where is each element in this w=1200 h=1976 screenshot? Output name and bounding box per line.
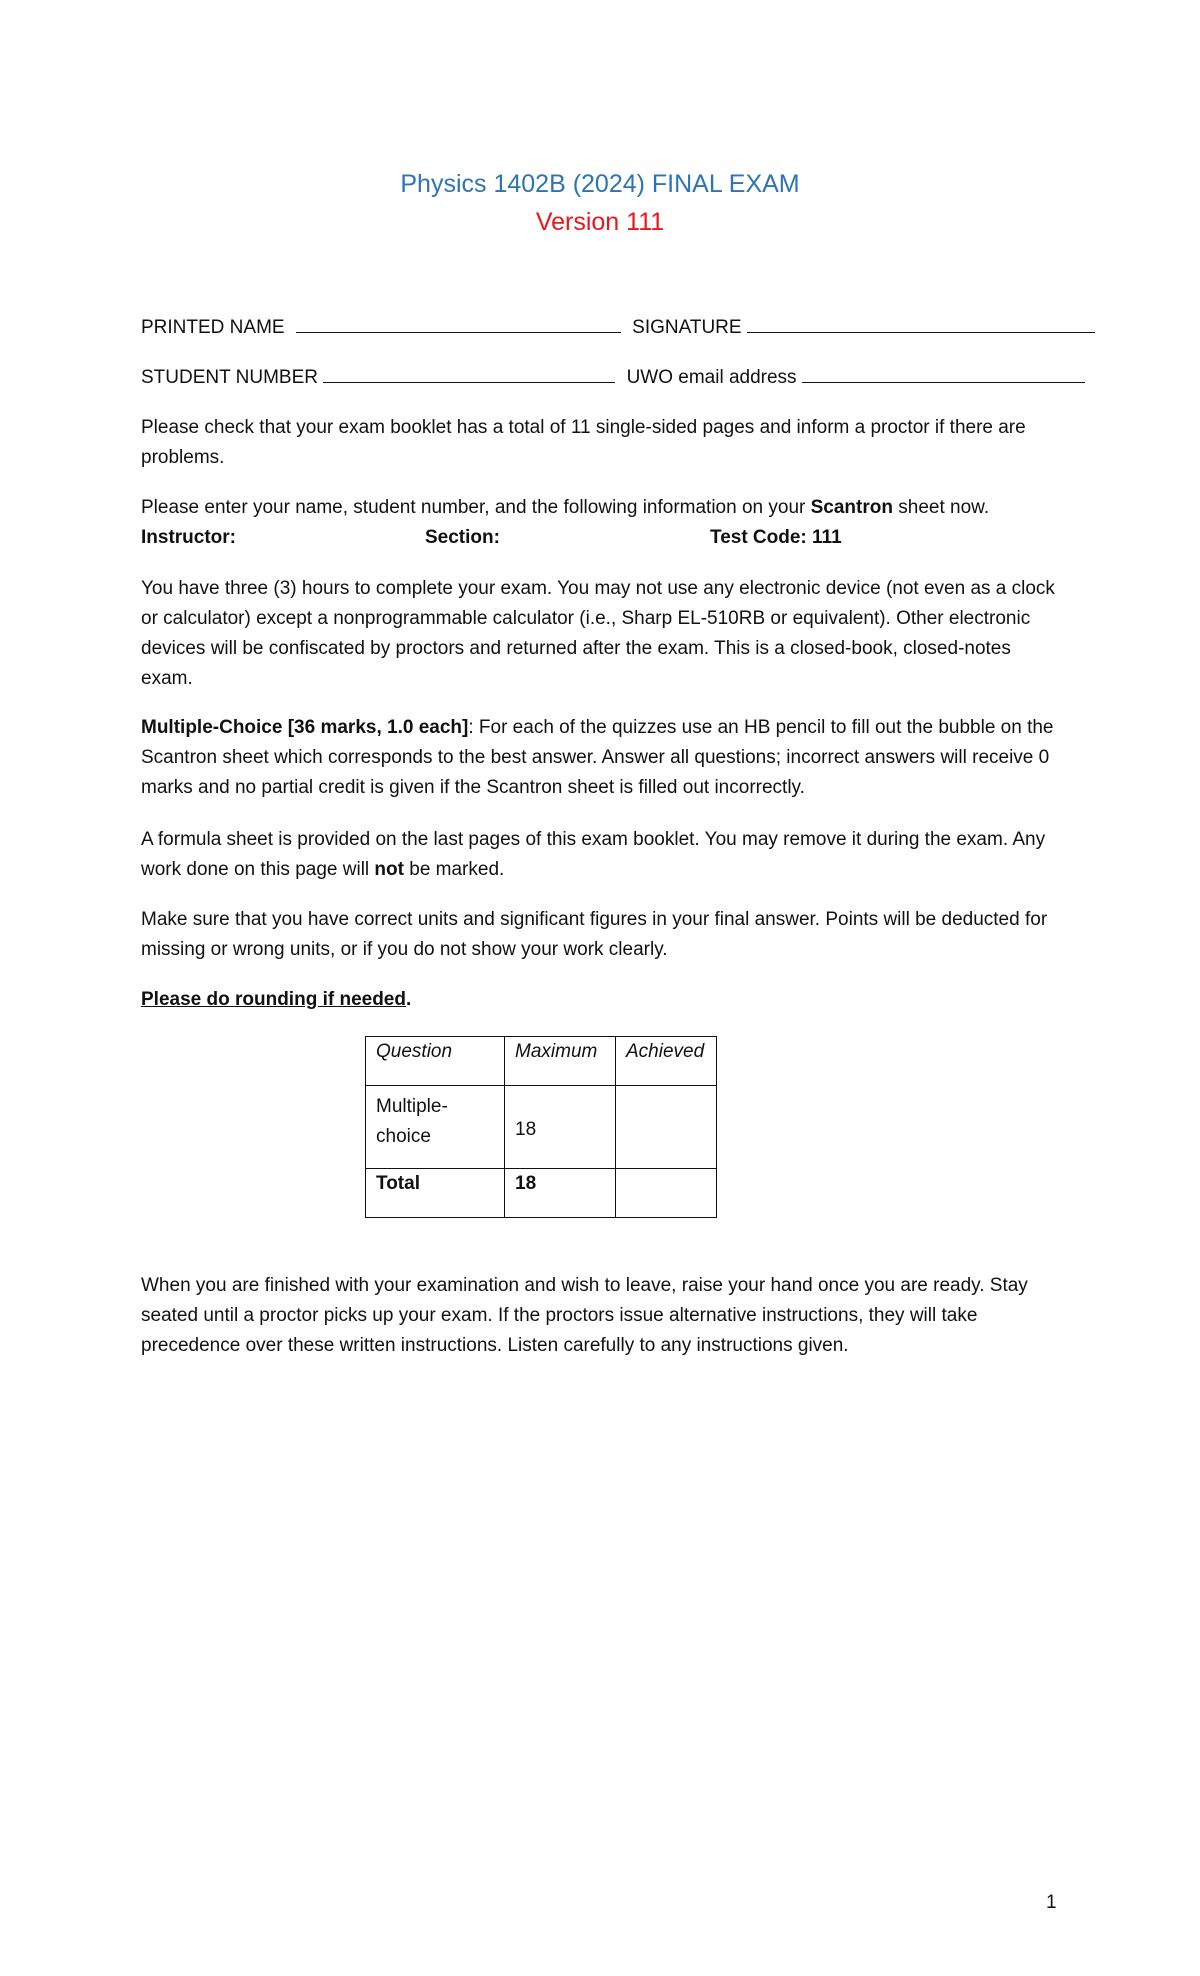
- multiple-choice-paragraph: [141, 713, 1066, 803]
- mc-text: : For each of the quizzes use an HB pencil to fill out the bubble on the Scantron sheet which corresponds to the best answer. Answer all questions; incorrect answers will receive 0 marks and no partial credit is given if the Scantron sheet is filled out incorrectly.: [141, 717, 1054, 798]
- section-label: Section:: [425, 527, 500, 548]
- header-achieved: Achieved: [616, 1037, 717, 1086]
- units-paragraph: Make sure that you have correct units and significant figures in your final answer. Points will be deducted for missing or wrong units, or if you do not show your work clearly.: [141, 909, 1048, 960]
- table-header-row: [366, 1037, 717, 1086]
- signature-label: SIGNATURE: [632, 317, 742, 338]
- email-blank[interactable]: [802, 364, 1085, 383]
- row-maximum-mc: 18: [505, 1086, 616, 1169]
- test-code-label: Test Code: 111: [710, 527, 842, 548]
- rounding-paragraph: [141, 985, 1066, 1015]
- table-row: [366, 1086, 717, 1169]
- instructor-label: Instructor:: [141, 527, 236, 548]
- rounding-text: Please do rounding if needed: [141, 989, 406, 1010]
- row-achieved-mc[interactable]: [616, 1086, 717, 1169]
- table-row: [366, 1169, 717, 1218]
- time-rules-paragraph: You have three (3) hours to complete your exam. You may not use any electronic device (not even as a clock or calculator) except a nonprogrammable calculator (i.e., Sharp EL-510RB or equivalent). Other electronic devices will be confiscated by proctors and returned after the exam. This is a closed-book, closed-notes exam.: [141, 578, 1055, 689]
- header-maximum: Maximum: [505, 1037, 616, 1086]
- printed-name-label: PRINTED NAME: [141, 317, 285, 338]
- check-pages-paragraph: Please check that your exam booklet has a total of 11 single-sided pages and inform a proctor if there are problems.: [141, 417, 1026, 468]
- scantron-text-after: sheet now.: [892, 497, 990, 518]
- formula-text-before: A formula sheet is provided on the last pages of this exam booklet. You may remove it during the exam. Any work done on this page will: [141, 829, 1046, 880]
- scantron-info-row: [141, 523, 1061, 553]
- exam-title: Physics 1402B (2024) FINAL EXAM: [400, 170, 800, 198]
- row-achieved-total[interactable]: [616, 1169, 717, 1218]
- student-number-label: STUDENT NUMBER: [141, 367, 318, 388]
- row-question-mc: Multiple- choice: [366, 1086, 505, 1169]
- scantron-paragraph: [141, 493, 1066, 523]
- formula-bold-word: not: [374, 859, 404, 880]
- page-number: 1: [1046, 1892, 1057, 1913]
- printed-name-blank[interactable]: [296, 314, 621, 333]
- header-question: Question: [366, 1037, 505, 1086]
- exam-version: Version 111: [535, 208, 665, 236]
- scantron-bold-word: Scantron: [810, 497, 893, 518]
- finish-paragraph: When you are finished with your examination and wish to leave, raise your hand once you are ready. Stay seated until a proctor picks up your exam. If the proctors issue alternative instructions, they will take precedence over these written instructions. Listen carefully to any instructions given.: [141, 1275, 1028, 1356]
- formula-text-after: be marked.: [403, 859, 505, 880]
- mc-bold-heading: Multiple-Choice [36 marks, 1.0 each]: [141, 717, 469, 738]
- marks-table: [365, 1036, 717, 1218]
- name-signature-row: [141, 313, 1061, 343]
- email-label: UWO email address: [626, 367, 797, 388]
- formula-sheet-paragraph: [141, 825, 1066, 885]
- scantron-text-before: Please enter your name, student number, and the following information on your: [141, 497, 811, 518]
- row-question-total: Total: [366, 1169, 505, 1218]
- signature-blank[interactable]: [747, 314, 1095, 333]
- row-maximum-total: 18: [505, 1169, 616, 1218]
- rounding-period: .: [405, 989, 412, 1010]
- student-email-row: [141, 363, 1061, 393]
- student-number-blank[interactable]: [323, 364, 615, 383]
